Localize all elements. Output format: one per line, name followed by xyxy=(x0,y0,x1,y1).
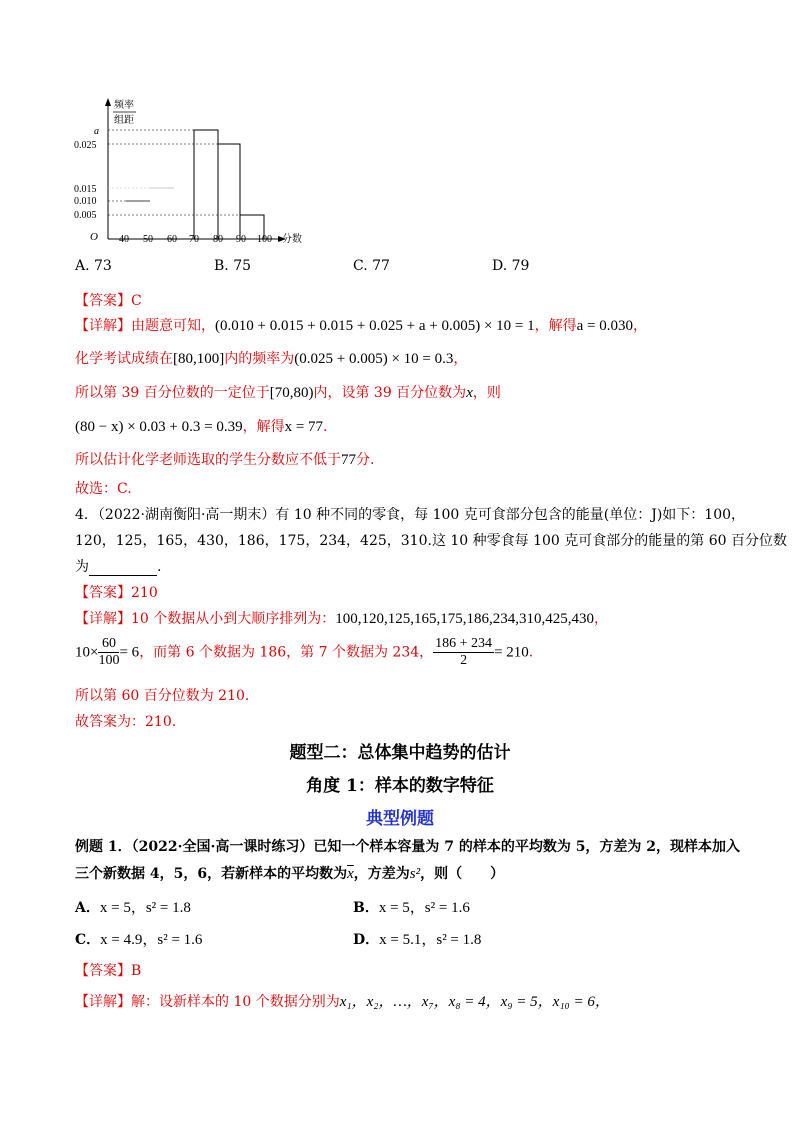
example1-option-c: C．x = 4.9，s² = 1.6 xyxy=(75,932,203,948)
x-tick-40: 40 xyxy=(119,234,129,245)
example1-option-d: D．x = 5.1，s² = 1.8 xyxy=(353,932,482,948)
q4-line3: 为 . xyxy=(75,559,162,575)
example1-option-a: A．x = 5，s² = 1.8 xyxy=(75,900,191,916)
q3-detail-line2: 化学考试成绩在[80,100]内的频率为(0.025 + 0.005) × 10 = 0.3， xyxy=(75,351,468,367)
bar-80-90 xyxy=(218,144,240,239)
x-tick-70: 70 xyxy=(189,234,199,245)
answer-blank xyxy=(89,561,157,576)
section-title: 题型二：总体集中趋势的估计 xyxy=(289,743,511,763)
example1-answer: 【答案】B xyxy=(75,963,142,979)
x-tick-50: 50 xyxy=(143,234,153,245)
x-tick-60: 60 xyxy=(167,234,177,245)
q4-answer: 【答案】210 xyxy=(75,585,158,601)
y-tick-0.015: 0.015 xyxy=(74,184,97,195)
q4-line2: 120，125，165，430，186，175，234，425，310.这 10 种零食每 100 克可食部分的能量的第 60 百分位数 xyxy=(75,533,787,549)
q3-option-c: C. 77 xyxy=(353,258,390,274)
q4-detail-line1: 【详解】10 个数据从小到大顺序排列为：100,120,125,165,175,186,234,310,425,430， xyxy=(75,611,609,627)
q3-answer: 【答案】C xyxy=(75,293,142,309)
example1-option-b: B．x = 5，s² = 1.6 xyxy=(353,900,470,916)
q3-option-b: B. 75 xyxy=(214,258,252,274)
q4-so: 所以第 60 百分位数为 210. xyxy=(75,688,250,704)
y-tick-0.005: 0.005 xyxy=(74,210,97,221)
q3-conclusion: 故选：C. xyxy=(75,481,132,497)
example1-detail: 【详解】解：设新样本的 10 个数据分别为x₁，x₂，…，x₇，x₈ = 4，x₉ = 5，x₁₀ = 6， xyxy=(75,994,610,1010)
y-label-bottom: 组距 xyxy=(114,115,134,126)
y-tick-a: a xyxy=(94,126,99,137)
q4-detail-line2: 10× $\frac{60}{100}$ = 6，而第 6 个数据为 186，第 7 个数据为 234， $\frac{186 + 234}{2}$ = 210. xyxy=(75,636,534,668)
example1-line2: 三个新数据 4，5，6，若新样本的平均数为$\overline{x}$，方差为s²，则（ ） xyxy=(75,866,505,882)
q3-detail-line4: (80 − x) × 0.03 + 0.3 = 0.39，解得x = 77. xyxy=(75,419,328,435)
x-tick-80: 80 xyxy=(213,234,223,245)
q4-line1: 4．（2022·湖南衡阳·高一期末）有 10 种不同的零食，每 100 克可食部分包含的能量(单位：J)如下：100， xyxy=(75,507,746,523)
q4-conclusion: 故答案为：210. xyxy=(75,714,177,730)
y-tick-0.010: 0.010 xyxy=(74,196,97,207)
q3-detail-line1: 【详解】由题意可知，(0.010 + 0.015 + 0.015 + 0.025 + a + 0.005) × 10 = 1，解得a = 0.030， xyxy=(75,318,647,334)
section-heading: 典型例题 xyxy=(366,809,434,829)
x-tick-90: 90 xyxy=(236,234,246,245)
origin-label: O xyxy=(90,231,98,243)
q3-option-a: A. 73 xyxy=(75,258,112,274)
y-tick-0.025: 0.025 xyxy=(74,140,97,151)
y-axis-arrow xyxy=(105,98,111,106)
q3-detail-line3: 所以第 39 百分位数的一定位于[70,80)内，设第 39 百分位数为x，则 xyxy=(75,385,501,401)
section-subtitle: 角度 1：样本的数字特征 xyxy=(306,776,494,796)
y-label-top: 频率 xyxy=(114,100,134,111)
q3-option-d: D. 79 xyxy=(492,258,530,274)
example1-line1: 例题 1．（2022·全国·高一课时练习）已知一个样本容量为 7 的样本的平均数为 5，方差为 2，现样本加入 xyxy=(75,839,741,855)
bar-70-80 xyxy=(194,130,218,239)
frequency-histogram xyxy=(70,96,310,246)
x-label: 分数 xyxy=(282,234,302,245)
q3-detail-line5: 所以估计化学老师选取的学生分数应不低于77分. xyxy=(75,452,375,468)
x-tick-100: 100 xyxy=(257,234,272,245)
